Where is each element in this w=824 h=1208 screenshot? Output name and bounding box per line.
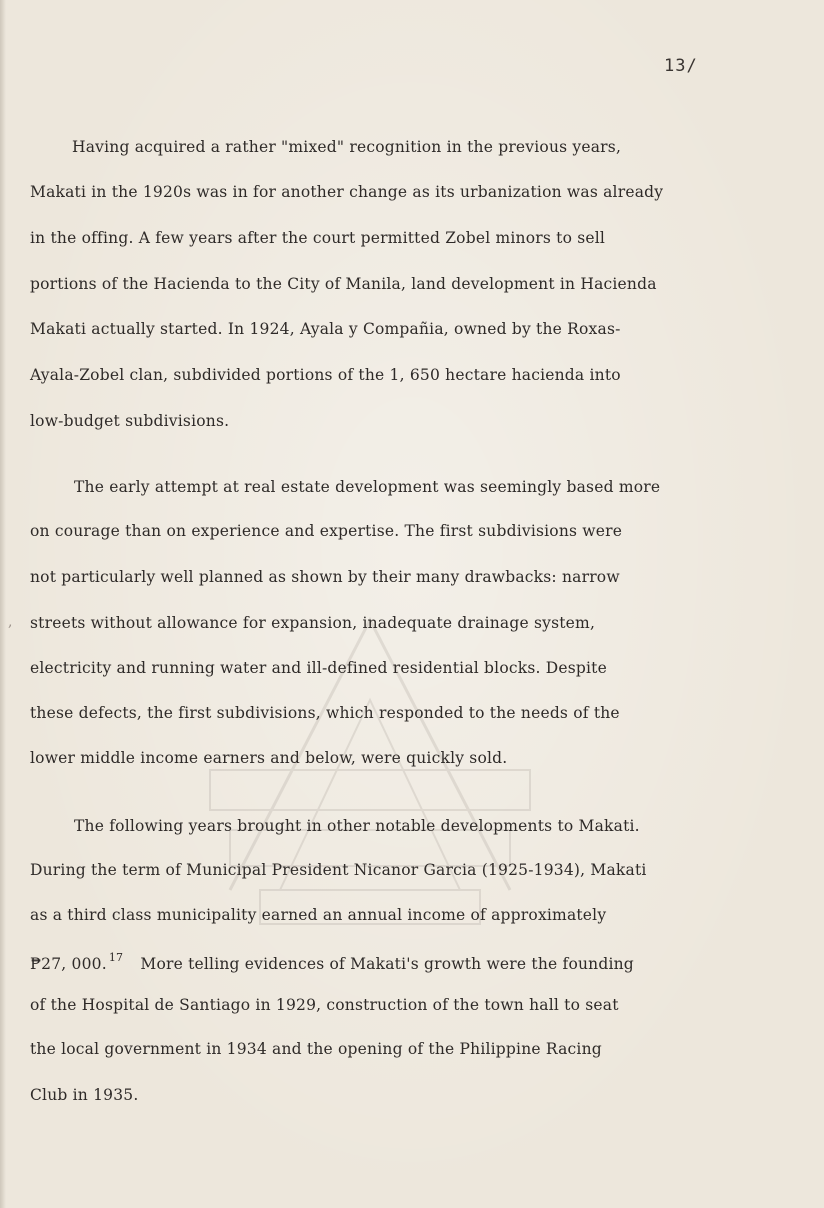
paragraph-3-line-6: the local government in 1934 and the opening of the Philippine Racing — [30, 1040, 602, 1058]
stray-mark: , — [8, 614, 13, 630]
paragraph-3-line-5: of the Hospital de Santiago in 1929, construction of the town hall to seat — [30, 996, 619, 1014]
paragraph-1-line-3: in the offing. A few years after the court permitted Zobel minors to sell — [30, 229, 606, 247]
paragraph-2-line-4: streets without allowance for expansion, inadequate drainage system, — [30, 614, 596, 632]
paragraph-2-line-7: lower middle income earners and below, were quickly sold. — [30, 749, 508, 767]
paragraph-3-line-2: During the term of Municipal President Nicanor Garcia (1925-1934), Makati — [30, 861, 647, 879]
paragraph-2-line-5: electricity and running water and ill-defined residential blocks. Despite — [30, 659, 607, 677]
paragraph-3-line-3: as a third class municipality earned an annual income of approximately — [30, 906, 607, 924]
paragraph-1-line-6: Ayala-Zobel clan, subdivided portions of the 1, 650 hectare hacienda into — [30, 366, 621, 384]
paragraph-1-line-4: portions of the Hacienda to the City of Manila, land development in Hacienda — [30, 275, 657, 293]
amount-text: ₱27, 000. — [30, 955, 107, 973]
paragraph-1-line-1: Having acquired a rather "mixed" recognition in the previous years, — [72, 138, 622, 156]
paragraph-1-line-7: low-budget subdivisions. — [30, 412, 230, 430]
page-number: 13/ — [664, 56, 698, 76]
paragraph-2-line-3: not particularly well planned as shown by their many drawbacks: narrow — [30, 568, 620, 586]
paragraph-1-line-5: Makati actually started. In 1924, Ayala y Compañia, owned by the Roxas- — [30, 320, 621, 338]
paragraph-2-line-2: on courage than on experience and expertise. The first subdivisions were — [30, 522, 623, 540]
paragraph-3-line-4-rest: More telling evidences of Makati's growth were the founding — [140, 955, 634, 973]
paragraph-2-line-1: The early attempt at real estate development was seemingly based more — [74, 478, 661, 496]
faint-watermark-logo — [190, 590, 550, 950]
footnote-ref-17: 17 — [108, 951, 124, 964]
paragraph-3-line-7: Club in 1935. — [30, 1086, 139, 1104]
page-edge-shadow — [0, 0, 6, 1208]
paragraph-2-line-6: these defects, the first subdivisions, which responded to the needs of the — [30, 704, 620, 722]
paragraph-1-line-2: Makati in the 1920s was in for another change as its urbanization was already — [30, 183, 664, 201]
paragraph-3-line-4 — [30, 951, 634, 973]
paragraph-3-line-1: The following years brought in other notable developments to Makati. — [74, 817, 640, 835]
